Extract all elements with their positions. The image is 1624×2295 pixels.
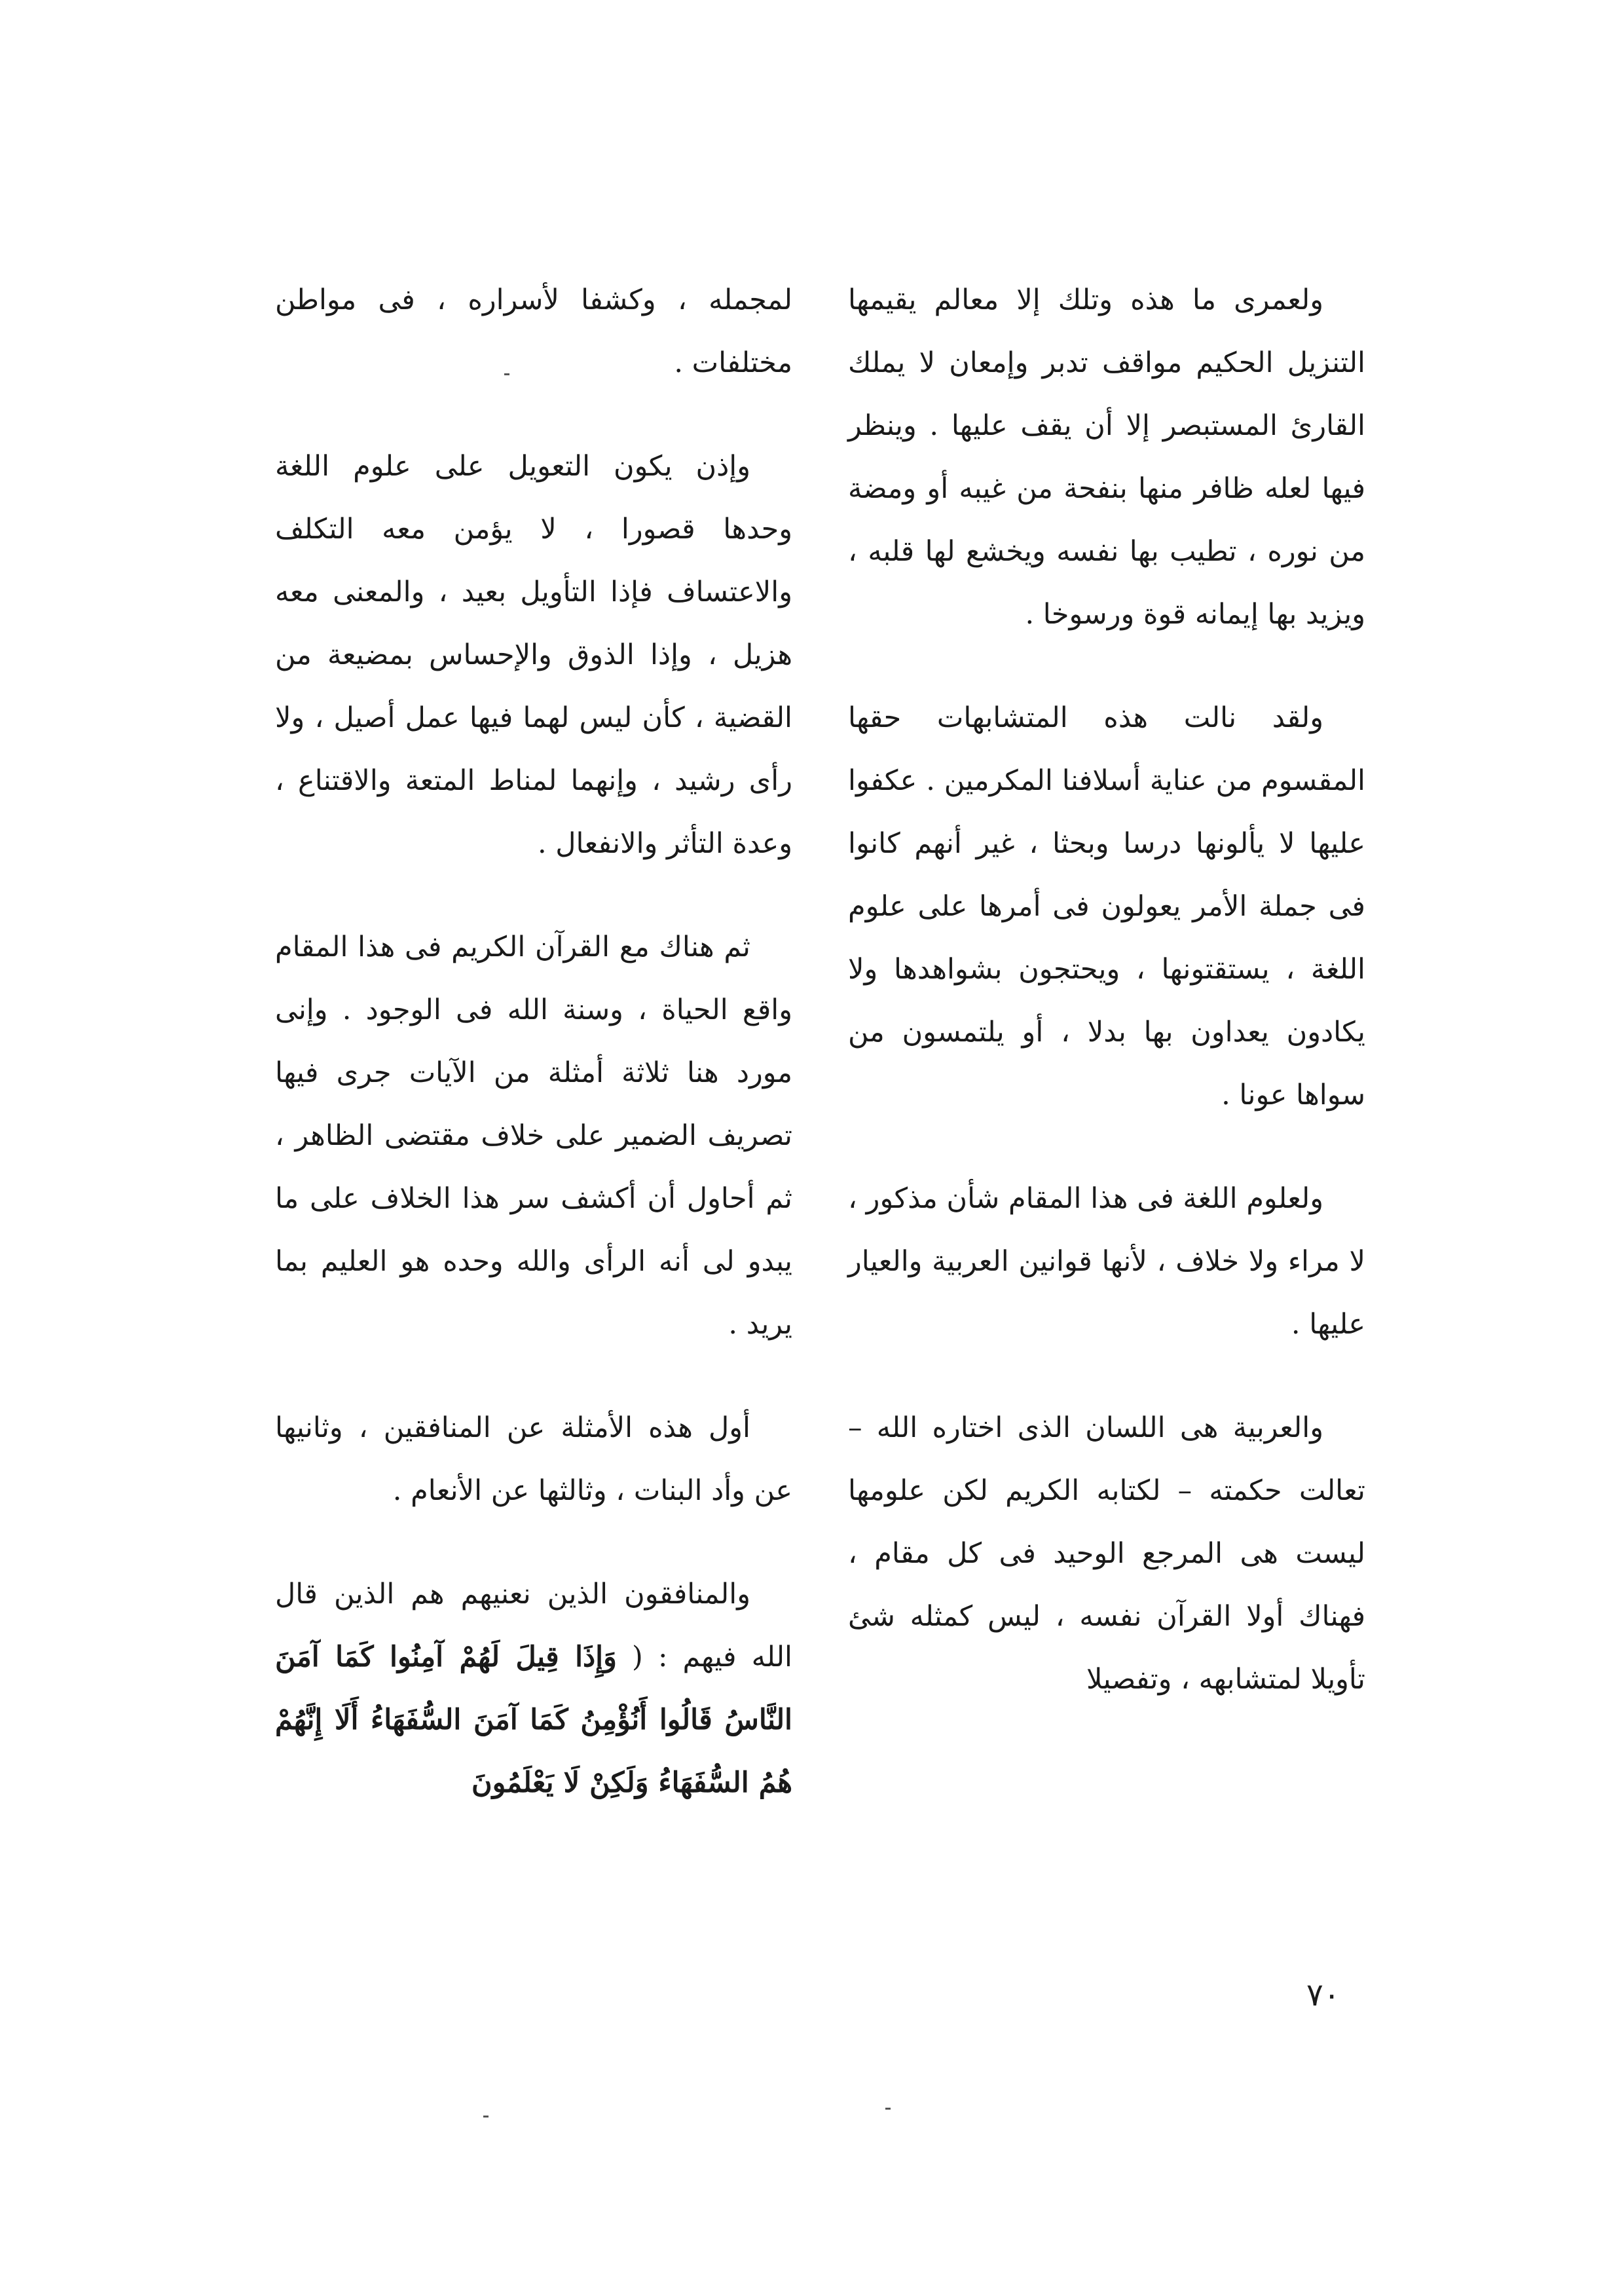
scan-speck [885,2108,891,2110]
paragraph: ولعمرى ما هذه وتلك إلا معالم يقيمها التنزيل الحكيم مواقف تدبر وإمعان لا يملك القارئ المستبصر إلا أن يقف عليها . وينظر فيها لعله ظافر منها بنفحة من غيبه أو ومضة من نوره ، تطيب بها نفسه ويخشع لها قلبه ، ويزيد بها إيمانه قوة ورسوخا . [848,284,1365,631]
scan-speck [483,2116,489,2118]
paragraph: ثم هناك مع القرآن الكريم فى هذا المقام واقع الحياة ، وسنة الله فى الوجود . وإنى مورد هنا ثلاثة أمثلة من الآيات جرى فيها تصريف الضمير على خلاف مقتضى الظاهر ، ثم أحاول أن أكشف سر هذا الخلاف على ما يبدو لى أنه الرأى والله وحده هو العليم بما يريد . [275,931,792,1341]
page-number: ٧٠ [1306,1977,1340,2013]
paragraph-continuation: لمجمله ، وكشفا لأسراره ، فى مواطن مختلفات . [275,284,792,379]
paragraph: ولعلوم اللغة فى هذا المقام شأن مذكور ، لا مراء ولا خلاف ، لأنها قوانين العربية والعيار عليها . [848,1182,1365,1341]
quran-quote-paragraph [275,1563,792,1814]
paragraph: وإذن يكون التعويل على علوم اللغة وحدها قصورا ، لا يؤمن معه التكلف والاعتساف فإذا التأويل بعيد ، والمعنى معه هزيل ، وإذا الذوق والإحساس بمضيعة من القضية ، كأن ليس لهما فيها عمل أصيل ، ولا رأى رشيد ، وإنهما لمناط المتعة والاقتناع ، وعدة التأثر والانفعال . [275,450,792,860]
scan-speck [504,373,509,375]
quote-intro: والمنافقون الذين نعنيهم هم الذين قال الله فيهم : ( [275,1578,793,1673]
left-column [275,269,792,1855]
paragraph: أول هذه الأمثلة عن المنافقين ، وثانيها عن وأد البنات ، وثالثها عن الأنعام . [275,1411,792,1507]
paragraph: ولقد نالت هذه المتشابهات حقها المقسوم من عناية أسلافنا المكرمين . عكفوا عليها لا يألونها درسا وبحثا ، غير أنهم كانوا فى جملة الأمر يعولون فى أمرها على علوم اللغة ، يستقتونها ، ويحتجون بشواهدها ولا يكادون يعداون بها بدلا ، أو يلتمسون من سواها عونا . [848,701,1365,1111]
paragraph: والعربية هى اللسان الذى اختاره الله – تعالت حكمته – لكتابه الكريم لكن علومها ليست هى المرجع الوحيد فى كل مقام ، فهناك أولا القرآن نفسه ، ليس كمثله شئ تأويلا لمتشابهه ، وتفصيلا [848,1411,1365,1696]
quran-verse: وَإِذَا قِيلَ لَهُمْ آمِنُوا كَمَا آمَنَ النَّاسُ قَالُوا أَنُؤْمِنُ كَمَا آمَنَ السُّفَهَاءُ أَلَا إِنَّهُمْ هُمُ السُّفَهَاءُ وَلَكِنْ لَا يَعْلَمُونَ [275,1641,792,1799]
right-column [848,269,1365,1751]
